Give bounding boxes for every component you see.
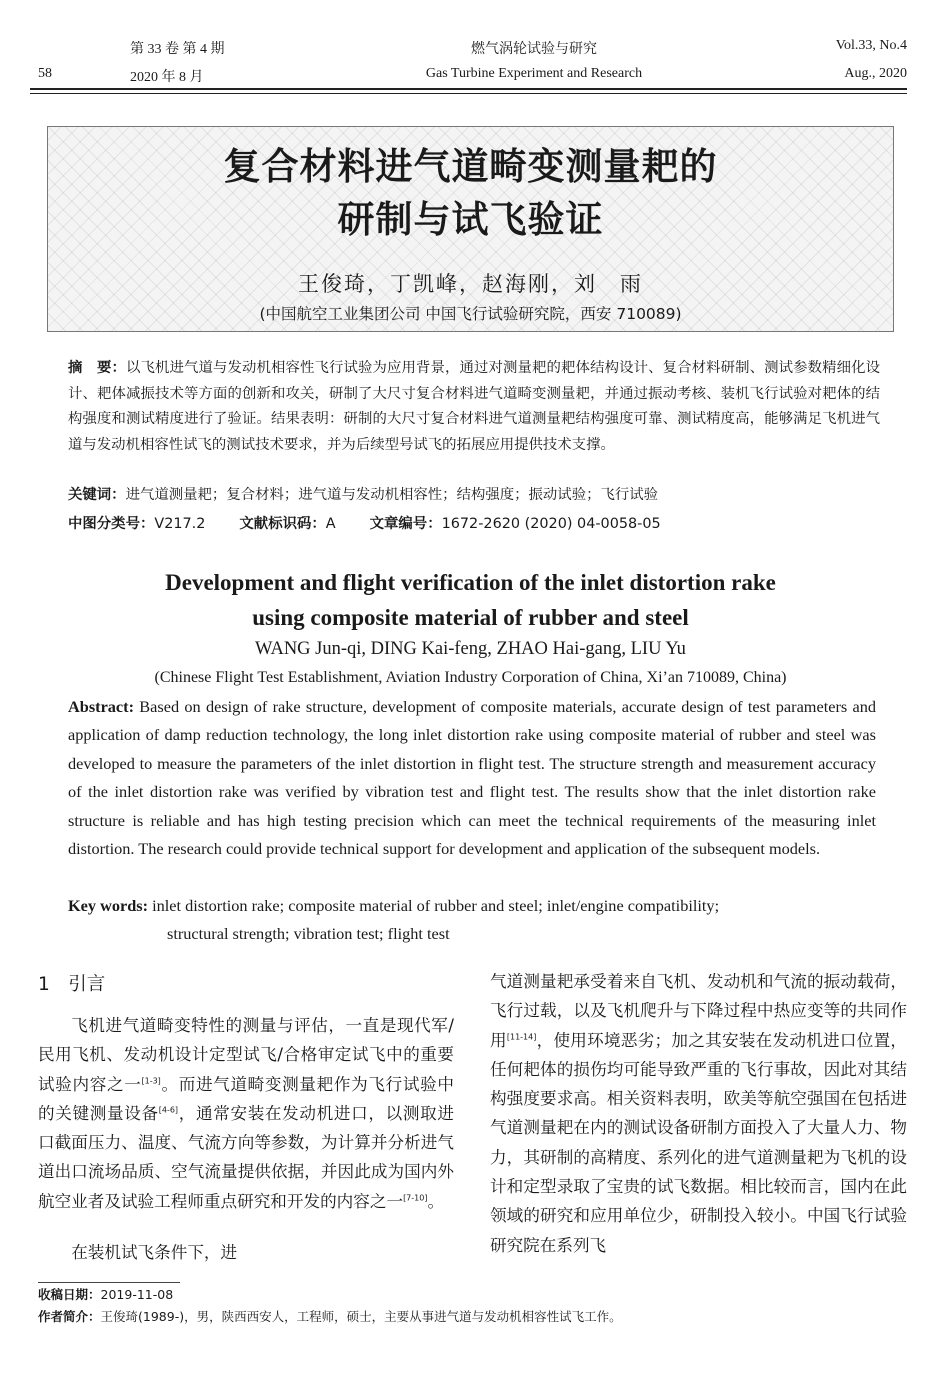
authors-cn: 王俊琦，丁凯峰，赵海刚，刘 雨 [298,272,643,296]
author-bio-label: 作者简介： [38,1309,101,1324]
keywords-cn-text: 进气道测量耙；复合材料；进气道与发动机相容性；结构强度；振动试验；飞行试验 [125,487,659,503]
left-column-p2 [38,1238,454,1267]
keywords-en-text1: inlet distortion rake; composite material of rubber and steel; inlet/engine compatibility; [148,896,720,915]
left-column [38,1011,454,1216]
section-heading: 1 引言 [38,974,106,995]
intro-p1-text-b: 。而进气道畸变测量耙作为飞行试验中的关键测量设备 [38,1074,454,1123]
authors-en: WANG Jun-qi, DING Kai-feng, ZHAO Hai-gang, LIU Yu [255,639,686,659]
received-date [38,1285,173,1303]
header-rule-thin [30,93,907,94]
abstract-cn-text: 以飞机进气道与发动机相容性飞行试验为应用背景，通过对测量耙的耙体结构设计、复合材料研制、测试参数精细化设计、耙体减振技术等方面的创新和攻关，研制了大尺寸复合材料进气道畸变测量耙，并通过振动考核、装机飞行试验对耙体的结构强度和测试精度进行了验证。结果表明：研制的大尺寸复合材料进气道测量耙结构强度可靠、测试精度高，能够满足飞机进气道与发动机相容性试飞的测试技术要求，并为后续型号试飞的拓展应用提供技术支撑。 [68,360,880,454]
abstract-cn-label: 摘 要： [68,360,127,376]
volume-issue-en: Vol.33, No.4 [835,38,907,53]
right-column [490,967,907,1260]
date-en: Aug., 2020 [844,66,907,81]
intro-p1-text-a: 飞机进气道畸变特性的测量与评估，一直是现代军/民用飞机、发动机设计定型试飞/合格审定试飞中的重要试验内容之一 [38,1016,454,1094]
doc-code-value: A [325,516,336,532]
volume-issue-cn: 第 33 卷 第 4 期 [130,42,225,57]
title-en-line1: Development and flight verification of the inlet distortion rake [165,570,776,595]
keywords-cn [68,483,880,509]
intro-paragraph-1 [38,1011,454,1216]
doc-code-label: 文献标识码： [239,516,326,532]
article-number-value: 1672-2620 (2020) 04-0058-05 [441,516,661,532]
abstract-en-text: Based on design of rake structure, development of composite materials, accurate design of test parameters and application of damp reduction technology, the long inlet distortion rake using composite material of rubber and steel was developed to measure the parameters of the inlet distortion in flight test. The structure strength and measurement accuracy of the inlet distortion rake was verified by vibration test and flight test. The results show that the inlet distortion rake structure is reliable and has high testing precision which can meet the technical requirements of the measuring inlet distortion. The research could provide technical support for development and application of the subsequent models. [68,697,876,859]
keywords-en-line1 [68,896,719,916]
article-number-label: 文章编号： [369,516,442,532]
intro-paragraph-2-start [38,1238,454,1267]
abstract-en-label: Abstract: [68,697,135,716]
author-bio [38,1307,622,1325]
title-en-line2: using composite material of rubber and steel [252,605,689,630]
keywords-en-label: Key words: [68,896,149,915]
abstract-en [68,693,876,863]
affiliation-cn: (中国航空工业集团公司 中国飞行试验研究院，西安 710089) [259,305,682,323]
citation-7-10: [7-10] [403,1193,428,1203]
citation-1-3: [1-3] [141,1076,161,1086]
intro-p2-text-a: 气道测量耙承受着来自飞机、发动机和气流的振动载荷，飞行过载，以及飞机爬升与下降过程中热应变等的共同作用 [490,972,907,1050]
received-label: 收稿日期： [38,1287,101,1302]
intro-p1-text-d: 。 [427,1191,445,1211]
clc-value: V217.2 [154,516,206,532]
keywords-cn-label: 关键词： [68,487,126,503]
clc-label: 中图分类号： [68,516,155,532]
footnote-rule [38,1282,180,1283]
title-cn-line2: 研制与试飞验证 [337,198,604,241]
keywords-en-line2: structural strength; vibration test; flight test [167,924,450,943]
page-number: 58 [38,66,52,81]
received-value: 2019-11-08 [100,1287,174,1302]
author-bio-value: 王俊琦(1989-)，男，陕西西安人，工程师，硕士，主要从事进气道与发动机相容性试飞工作。 [100,1309,622,1324]
title-cn-line1: 复合材料进气道畸变测量耙的 [223,145,718,188]
intro-p1-text-c: ，通常安装在发动机进口，以测取进口截面压力、温度、气流方向等参数，为计算并分析进气道出口流场品质、空气流量提供依据，并因此成为国内外航空业者及试验工程师重点研究和开发的内容之一 [38,1103,455,1211]
date-cn: 2020 年 8 月 [130,70,204,85]
citation-4-6: [4-6] [158,1105,179,1115]
citation-11-14: [11-14] [506,1032,537,1042]
intro-p2-line-start: 在装机试飞条件下，进 [71,1243,238,1262]
abstract-cn [68,356,880,459]
classification-line [68,512,661,533]
journal-title-cn: 燃气涡轮试验与研究 [471,41,597,57]
header-rule-thick [30,88,907,90]
journal-title-en: Gas Turbine Experiment and Research [425,66,643,81]
intro-paragraph-2-cont [490,967,907,1260]
affiliation-en: (Chinese Flight Test Establishment, Aviation Industry Corporation of China, Xi’an 710089, China) [154,669,787,686]
intro-p2-text-b: ，使用环境恶劣；加之其安装在发动机进口位置，任何耙体的损伤均可能导致严重的飞行事故，因此对其结构强度要求高。相关资料表明，欧美等航空强国在包括进气道测量耙在内的测试设备研制方面投入了大量人力、物力，其研制的高精度、系列化的进气道测量耙为飞机的设计和定型录取了宝贵的试飞数据。相比较而言，国内在此领域的研究和应用单位少，研制投入较小。中国飞行试验研究院在系列飞 [490,1030,908,1255]
